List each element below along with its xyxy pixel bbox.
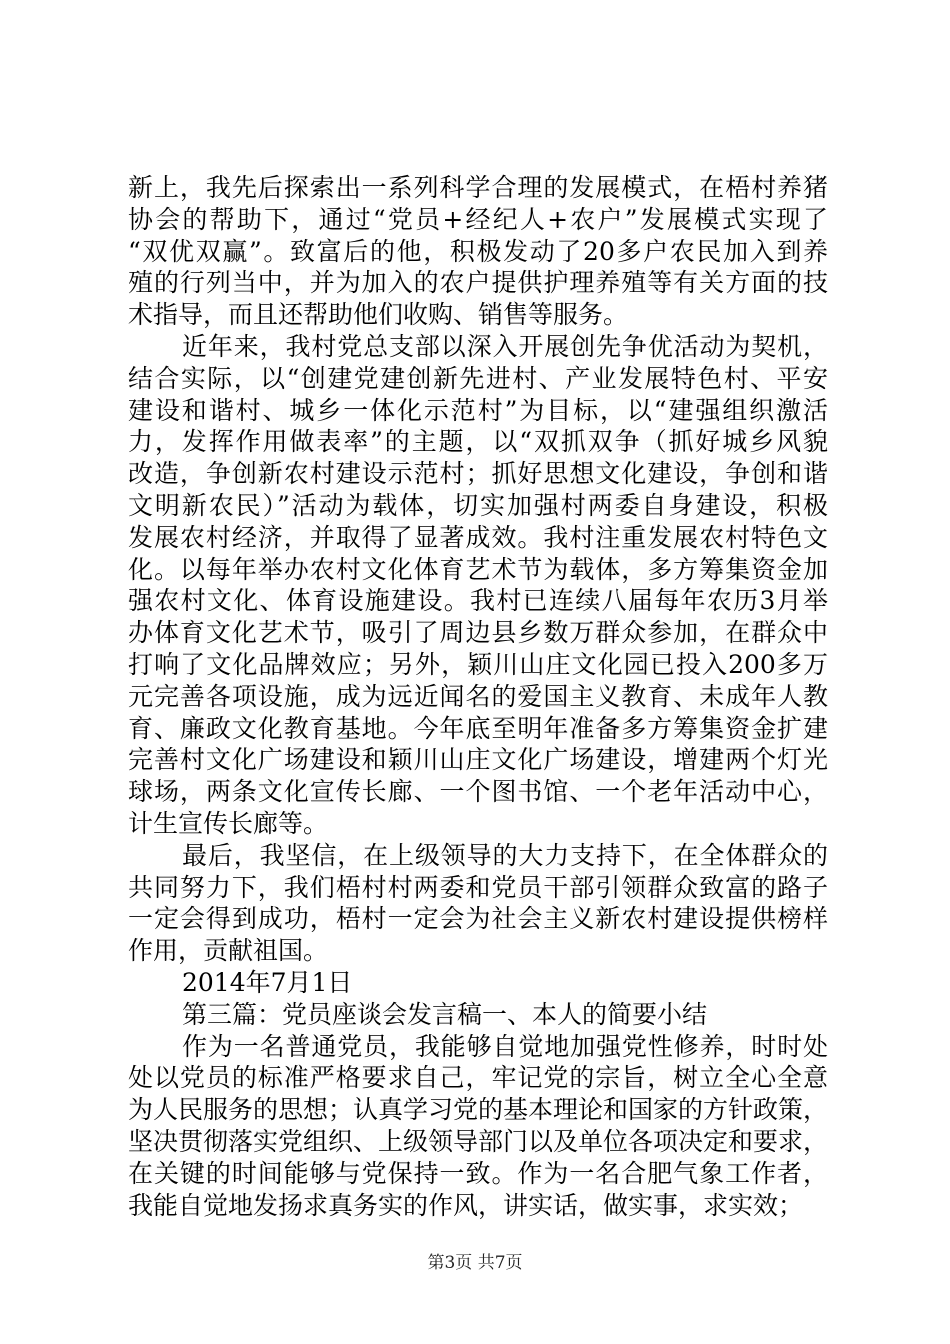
text-line: 新上，我先后探索出一系列科学合理的发展模式，在梧村养猪 — [128, 173, 828, 202]
text-line: 改造，争创新农村建设示范村；抓好思想文化建设，争创和谐 — [128, 459, 828, 489]
text-line: 殖的行列当中，并为加入的农户提供护理养殖等有关方面的技 — [128, 268, 828, 298]
text-line: 共同努力下，我们梧村村两委和党员干部引领群众致富的路子 — [128, 872, 828, 902]
paragraph — [128, 840, 828, 967]
paragraph — [128, 172, 828, 331]
text-line: 为人民服务的思想；认真学习党的基本理论和国家的方针政策， — [128, 1095, 829, 1125]
text-line: 计生宣传长廊等。 — [128, 808, 329, 838]
text-line: 化。以每年举办农村文化体育艺术节为载体，多方筹集资金加 — [128, 554, 828, 584]
text-line: 打响了文化品牌效应；另外，颖川山庄文化园已投入200多万 — [128, 649, 828, 679]
text-line: 结合实际，以“创建党建创新先进村、产业发展特色村、平安 — [128, 363, 828, 393]
text-line: 力，发挥作用做表率”的主题，以“双抓双争（抓好城乡风貌 — [128, 427, 828, 457]
paragraph — [128, 999, 828, 1031]
text-line: 我能自觉地发扬求真务实的作风，讲实话，做实事，求实效； — [128, 1190, 804, 1220]
text-line: 在关键的时间能够与党保持一致。作为一名合肥气象工作者， — [128, 1158, 828, 1188]
document-body — [128, 172, 828, 1221]
text-line: 球场，两条文化宣传长廊、一个图书馆、一个老年活动中心， — [128, 777, 828, 807]
text-line: 强农村文化、体育设施建设。我村已连续八届每年农历3月举 — [128, 586, 828, 616]
text-line: 一定会得到成功，梧村一定会为社会主义新农村建设提供榜样 — [128, 904, 828, 934]
paragraph — [128, 967, 828, 999]
text-line: 发展农村经济，并取得了显著成效。我村注重发展农村特色文 — [128, 522, 828, 552]
text-line: 元完善各项设施，成为远近闻名的爱国主义教育、未成年人教 — [128, 681, 828, 711]
text-line: 协会的帮助下，通过“党员+经纪人+农户”发展模式实现了 — [128, 204, 828, 234]
page-footer: 第3页 共7页 — [427, 1253, 523, 1273]
paragraph — [128, 1031, 828, 1222]
paragraph — [128, 331, 828, 840]
text-line: 育、廉政文化教育基地。今年底至明年准备多方筹集资金扩建 — [128, 713, 828, 743]
text-line: 建设和谐村、城乡一体化示范村”为目标，以“建强组织激活 — [128, 395, 828, 425]
text-line: 办体育文化艺术节，吸引了周边县乡数万群众参加，在群众中 — [128, 618, 828, 648]
text-line: “双优双赢”。致富后的他，积极发动了20多户农民加入到养 — [128, 236, 828, 266]
text-line: 处以党员的标准严格要求自己，牢记党的宗旨，树立全心全意 — [128, 1063, 828, 1093]
text-line: 第三篇：党员座谈会发言稿一、本人的简要小结 — [182, 999, 708, 1029]
text-line: 完善村文化广场建设和颖川山庄文化广场建设，增建两个灯光 — [128, 745, 828, 775]
text-line: 近年来，我村党总支部以深入开展创先争优活动为契机， — [182, 331, 828, 361]
text-line: 作用，贡献祖国。 — [128, 936, 329, 966]
text-line: 坚决贯彻落实党组织、上级领导部门以及单位各项决定和要求， — [128, 1126, 829, 1156]
text-line: 作为一名普通党员，我能够自觉地加强党性修养，时时处 — [182, 1031, 828, 1061]
text-line: 术指导，而且还帮助他们收购、销售等服务。 — [128, 300, 629, 330]
text-line: 2014年7月1日 — [182, 967, 353, 997]
text-line: 最后，我坚信，在上级领导的大力支持下，在全体群众的 — [182, 840, 828, 870]
text-line: 文明新农民）”活动为载体，切实加强村两委自身建设，积极 — [128, 490, 828, 520]
